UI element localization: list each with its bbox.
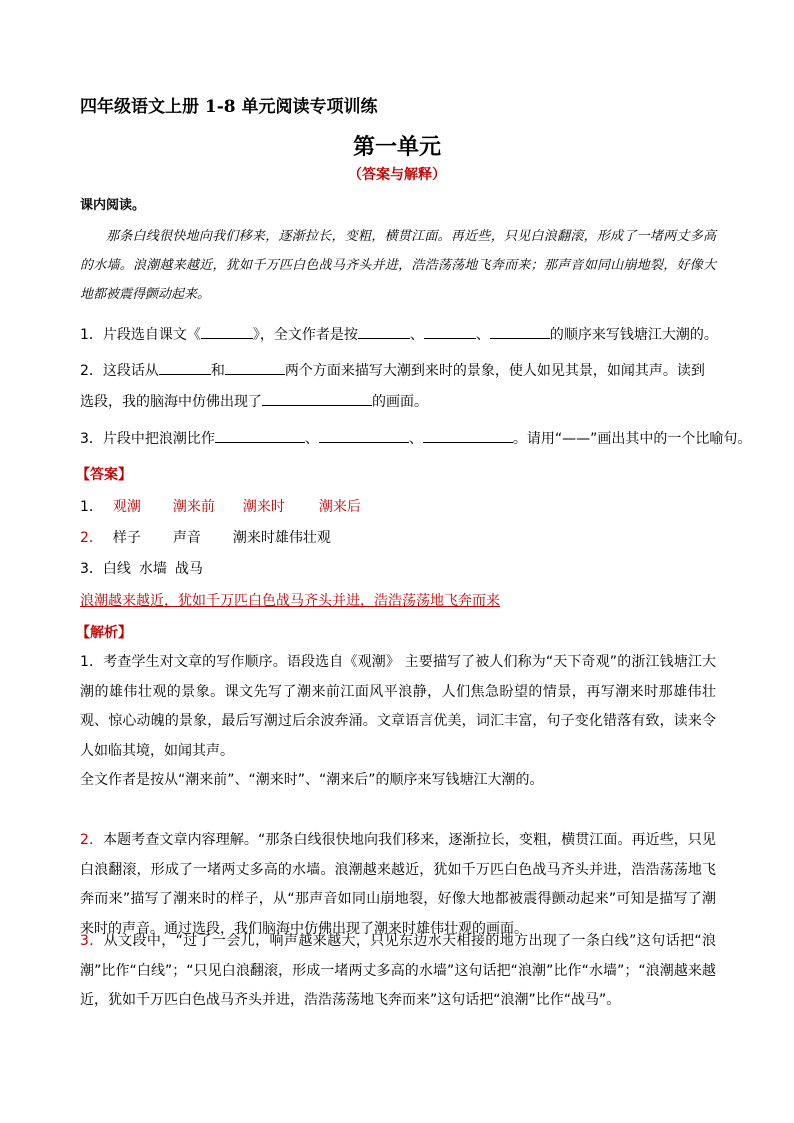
reading-passage bbox=[80, 222, 716, 309]
answer-2 bbox=[80, 527, 720, 547]
question-3-text-c: 、 bbox=[408, 431, 423, 447]
question-2-blank-1[interactable] bbox=[159, 360, 211, 375]
question-2-blank-2[interactable] bbox=[225, 360, 285, 375]
answer-3-item-1: 白线 bbox=[102, 561, 131, 577]
answer-3-number: 3． bbox=[80, 561, 103, 577]
answer-2-item-2: 声音 bbox=[172, 530, 201, 546]
analysis-3-text: 从文段中，“过了一会儿，响声越来越大，只见东边水天相接的地方出现了一条白线”这句话把“浪潮”比作“白线”；“只见白浪翻滚，形成一堵两丈多高的水墙”这句话把“浪潮”比作“水墙”；“浪潮越来越近，犹如千万匹白色战马齐头并进，浩浩荡荡地飞奔而来”这句话把“浪潮”比作“战马”。 bbox=[80, 933, 716, 1008]
answer-subtitle: （答案与解释） bbox=[348, 167, 446, 183]
analysis-3-number: 3． bbox=[80, 933, 104, 949]
answer-3 bbox=[80, 558, 720, 578]
question-1-text-a: 1．片段选自课文《 bbox=[80, 327, 201, 343]
answer-2-item-3: 潮来时雄伟壮观 bbox=[232, 530, 331, 546]
section-label: 课内阅读。 bbox=[80, 198, 146, 213]
analysis-1-number: 1． bbox=[80, 654, 104, 670]
answer-1-item-1: 观潮 bbox=[112, 499, 141, 515]
question-1-blank-1[interactable] bbox=[358, 324, 410, 339]
document-title: 四年级语文上册 1-8 单元阅读专项训练 bbox=[80, 97, 378, 117]
question-3-text-a: 3．片段中把浪潮比作 bbox=[80, 431, 215, 447]
answer-1-item-3: 潮来时 bbox=[242, 499, 285, 515]
question-1-text-e: 的顺序来写钱塘江大潮的。 bbox=[549, 327, 718, 343]
answer-heading: 【答案】 bbox=[76, 467, 132, 483]
question-1-text-b: 》，全文作者是按 bbox=[252, 327, 358, 343]
passage-text: 那条白线很快地向我们移来，逐渐拉长，变粗，横贯江面。再近些，只见白浪翻滚，形成了一堵两丈多高的水墙。浪潮越来越近，犹如千万匹白色战马齐头并进，浩浩荡荡地飞奔而来；那声音如同山崩地裂，好像大地都被震得颤动起来。 bbox=[80, 229, 716, 302]
answer-2-item-1: 样子 bbox=[112, 530, 141, 546]
question-3-blank-1[interactable] bbox=[215, 428, 305, 443]
answer-3-simile-sentence: 浪潮越来越近，犹如千万匹白色战马齐头并进，浩浩荡荡地飞奔而来 bbox=[80, 593, 500, 609]
question-1-text-d: 、 bbox=[475, 327, 490, 343]
question-2-text-b: 和 bbox=[210, 363, 225, 379]
question-2-text-a: 2．这段话从 bbox=[80, 363, 159, 379]
analysis-3 bbox=[80, 927, 716, 1016]
analysis-1-summary: 全文作者是按从“潮来前”、“潮来时”、“潮来后”的顺序来写钱塘江大潮的。 bbox=[80, 772, 544, 788]
question-2-text-e: 的画面。 bbox=[372, 394, 428, 410]
question-2-line-1 bbox=[80, 360, 720, 380]
analysis-2-text: 本题考查文章内容理解。“那条白线很快地向我们移来，逐渐拉长，变粗，横贯江面。再近些，只见白浪翻滚，形成了一堵两丈多高的水墙。浪潮越来越近，犹如千万匹白色战马齐头并进，浩浩荡荡地飞奔而来”描写了潮来时的样子，从“那声音如同山崩地裂，好像大地都被震得颤动起来”可知是描写了潮来时的声音。通过选段，我们脑海中仿佛出现了潮来时雄伟壮观的画面。 bbox=[80, 832, 716, 937]
analysis-1-text: 考查学生对文章的写作顺序。语段选自《观潮》 主要描写了被人们称为“天下奇观”的浙江钱塘江大潮的雄伟壮观的景象。课文先写了潮来前江面风平浪静，人们焦急盼望的情景，再写潮来时那雄伟壮观、惊心动魄的景象，最后写潮过后余波奔涌。文章语言优美，词汇丰富，句子变化错落有致，读来令人如临其境，如闻其声。 bbox=[80, 654, 716, 759]
answer-1-item-4: 潮来后 bbox=[318, 499, 361, 515]
question-1 bbox=[80, 324, 720, 344]
analysis-2-number: 2． bbox=[80, 832, 104, 848]
question-1-blank-2[interactable] bbox=[424, 324, 476, 339]
answer-3-item-3: 战马 bbox=[174, 561, 203, 577]
unit-title: 第一单元 bbox=[352, 134, 441, 160]
analysis-1 bbox=[80, 648, 716, 796]
analysis-heading: 【解析】 bbox=[76, 625, 132, 641]
question-3-blank-2[interactable] bbox=[319, 428, 409, 443]
answer-3-item-2: 水墙 bbox=[138, 561, 167, 577]
question-2-text-d: 选段，我的脑海中仿佛出现了 bbox=[80, 394, 262, 410]
answer-2-number: 2． bbox=[80, 530, 103, 546]
question-2-blank-3[interactable] bbox=[262, 391, 372, 406]
question-3 bbox=[80, 428, 752, 448]
question-1-blank-3[interactable] bbox=[490, 324, 550, 339]
question-3-text-b: 、 bbox=[304, 431, 319, 447]
answer-1 bbox=[80, 496, 720, 516]
answer-1-number: 1． bbox=[80, 499, 103, 515]
question-1-text-c: 、 bbox=[409, 327, 424, 343]
question-2-text-c: 两个方面来描写大潮到来时的景象，使人如见其景，如闻其声。读到 bbox=[284, 363, 705, 379]
question-3-blank-3[interactable] bbox=[423, 428, 513, 443]
question-3-text-d: 。请用“——”画出其中的一个比喻句。 bbox=[512, 431, 752, 447]
question-2-line-2 bbox=[80, 391, 720, 411]
answer-1-item-2: 潮来前 bbox=[172, 499, 215, 515]
question-1-blank-title[interactable] bbox=[201, 324, 253, 339]
